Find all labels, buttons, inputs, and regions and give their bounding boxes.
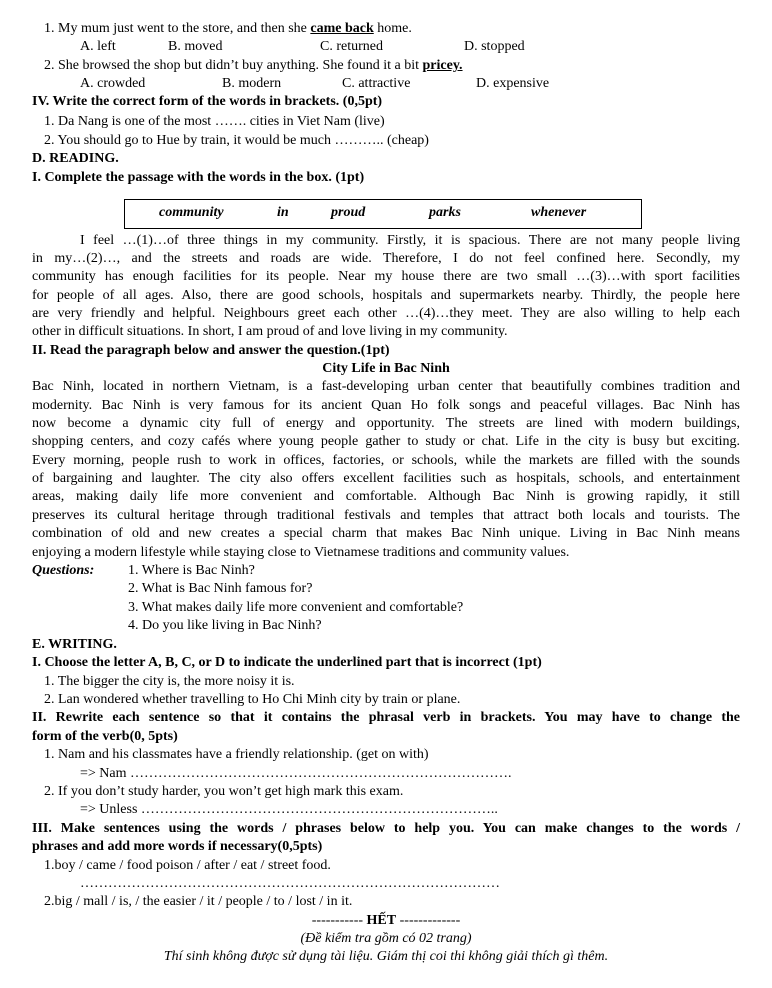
passage-line: community has enough facilities for its people. Near my house there are two small …(3)…with sport facilities [32, 269, 740, 284]
answer-line: ……………………………………………………………………………… [80, 876, 500, 891]
option-a: A. crowded [80, 76, 146, 91]
list-item: 2. You should go to Hue by train, it would be much ……….. (cheap) [44, 133, 429, 148]
box-word: community [159, 205, 224, 220]
writing-ii-heading: II. Rewrite each sentence so that it contains the phrasal verb in brackets. You may have to change the [32, 710, 740, 725]
question-item: 1. Where is Bac Ninh? [128, 563, 255, 578]
list-item: 1. The bigger the city is, the more noisy it is. [44, 674, 295, 689]
option-d: D. stopped [464, 39, 525, 54]
questions-label: Questions: [32, 563, 95, 578]
list-item: 2. If you don’t study harder, you won’t get high mark this exam. [44, 784, 404, 799]
option-c: C. attractive [342, 76, 411, 91]
passage-line: I feel …(1)…of three things in my community. Firstly, it is spacious. There are not many people living [80, 233, 740, 248]
underlined-phrase: pricey. [422, 58, 463, 73]
list-item: 2. Lan wondered whether travelling to Ho Chi Minh city by train or plane. [44, 692, 461, 707]
paragraph-line: shopping centers, and cozy cafés where young people gather to study or chat. Life in the city is busy but exciting. [32, 434, 740, 449]
question-c1 [44, 20, 412, 38]
box-word: parks [429, 205, 461, 220]
question-text: home. [373, 21, 412, 36]
question-item: 3. What makes daily life more convenient and comfortable? [128, 600, 464, 615]
writing-iii-heading: III. Make sentences using the words / phrases below to help you. You can make changes to the words / [32, 821, 740, 836]
question-c2 [44, 57, 463, 75]
list-item: 1.boy / came / food poison / after / eat / street food. [44, 858, 331, 873]
writing-i-heading: I. Choose the letter A, B, C, or D to indicate the underlined part that is incorrect (1pt) [32, 655, 542, 670]
reading-i-heading: I. Complete the passage with the words in the box. (1pt) [32, 170, 365, 185]
paragraph-line: Bac Ninh, located in northern Vietnam, is a fast-developing urban center that beautifully combines tradition and [32, 379, 740, 394]
option-d: D. expensive [476, 76, 550, 91]
paragraph-line: preserves its cultural heritage through traditional festivals and temples that attract both locals and tourists. The [32, 508, 740, 523]
paragraph-line: combination of old and new creates a special charm that makes Bac Ninh unique. Living in Bac Ninh means [32, 526, 740, 541]
list-item: 1. Da Nang is one of the most ……. cities in Viet Nam (live) [44, 114, 385, 129]
exam-note: Thí sinh không được sử dụng tài liệu. Giám thị coi thi không giải thích gì thêm. [163, 949, 609, 964]
paragraph-line: enjoying a modern lifestyle while staying close to Vietnamese traditions and community values. [32, 545, 570, 560]
option-b: B. moved [168, 39, 223, 54]
word-box [124, 199, 642, 229]
writing-heading: E. WRITING. [32, 637, 117, 652]
list-item: 2.big / mall / is, / the easier / it / people / to / lost / in it. [44, 894, 353, 909]
underlined-phrase: came back [310, 21, 374, 36]
reading-heading: D. READING. [32, 151, 119, 166]
section-iv-heading: IV. Write the correct form of the words in brackets. (0,5pt) [32, 94, 383, 109]
answer-line: => Unless ………………………………………………………………….. [80, 802, 498, 817]
answer-line: => Nam ………………………………………………………………………. [80, 766, 512, 781]
question-item: 4. Do you like living in Bac Ninh? [128, 618, 322, 633]
paragraph-line: now become a dynamic city full of energy and opportunity. The streets are lined with modern buildings, [32, 416, 740, 431]
writing-ii-heading-cont: form of the verb(0, 5pts) [32, 729, 178, 744]
end-marker: ----------- HẾT ------------- [311, 913, 461, 928]
box-word: in [277, 205, 289, 220]
paragraph-line: Every morning, people rush to work in offices, factories, or schools, while the markets are filled with the sounds [32, 453, 740, 468]
passage-line: are very friendly and helpful. Neighbours greet each other …(4)…they meet. They are also willing to help each [32, 306, 740, 321]
question-text: 2. She browsed the shop but didn’t buy anything. She found it a bit [44, 58, 423, 73]
writing-iii-heading-cont: phrases and add more words if necessary(0,5pts) [32, 839, 323, 854]
list-item: 1. Nam and his classmates have a friendly relationship. (get on with) [44, 747, 429, 762]
passage-line: other in difficult situations. In short, I am proud of and love living in my community. [32, 324, 508, 339]
page-note: (Đề kiểm tra gồm có 02 trang) [300, 931, 472, 946]
passage-line: for people of all ages. Also, there are good schools, hospitals and supermarkets nearby. Thirdly, the people here [32, 288, 740, 303]
paragraph-line: areas, making daily life more convenient and comfortable. Although Bac Ninh is growing rapidly, it still [32, 489, 740, 504]
question-text: 1. My mum just went to the store, and then she [44, 21, 311, 36]
option-b: B. modern [222, 76, 282, 91]
passage-line: in my…(2)…, and the streets and roads are wide. Therefore, I do not feel confined here. Secondly, my [32, 251, 740, 266]
box-word: whenever [531, 205, 587, 220]
option-a: A. left [80, 39, 116, 54]
option-c: C. returned [320, 39, 383, 54]
reading-ii-heading: II. Read the paragraph below and answer the question.(1pt) [32, 343, 390, 358]
box-word: proud [331, 205, 366, 220]
question-item: 2. What is Bac Ninh famous for? [128, 581, 313, 596]
end-word: HẾT [366, 913, 397, 928]
paragraph-line: of bargaining and laughter. The city also offers excellent facilities such as hospitals, schools, and entertainment [32, 471, 740, 486]
paragraph-title: City Life in Bac Ninh [322, 361, 450, 376]
paragraph-line: modernity. Bac Ninh is very famous for its ancient Quan Ho folk songs and peaceful villages. Bac Ninh has [32, 398, 740, 413]
